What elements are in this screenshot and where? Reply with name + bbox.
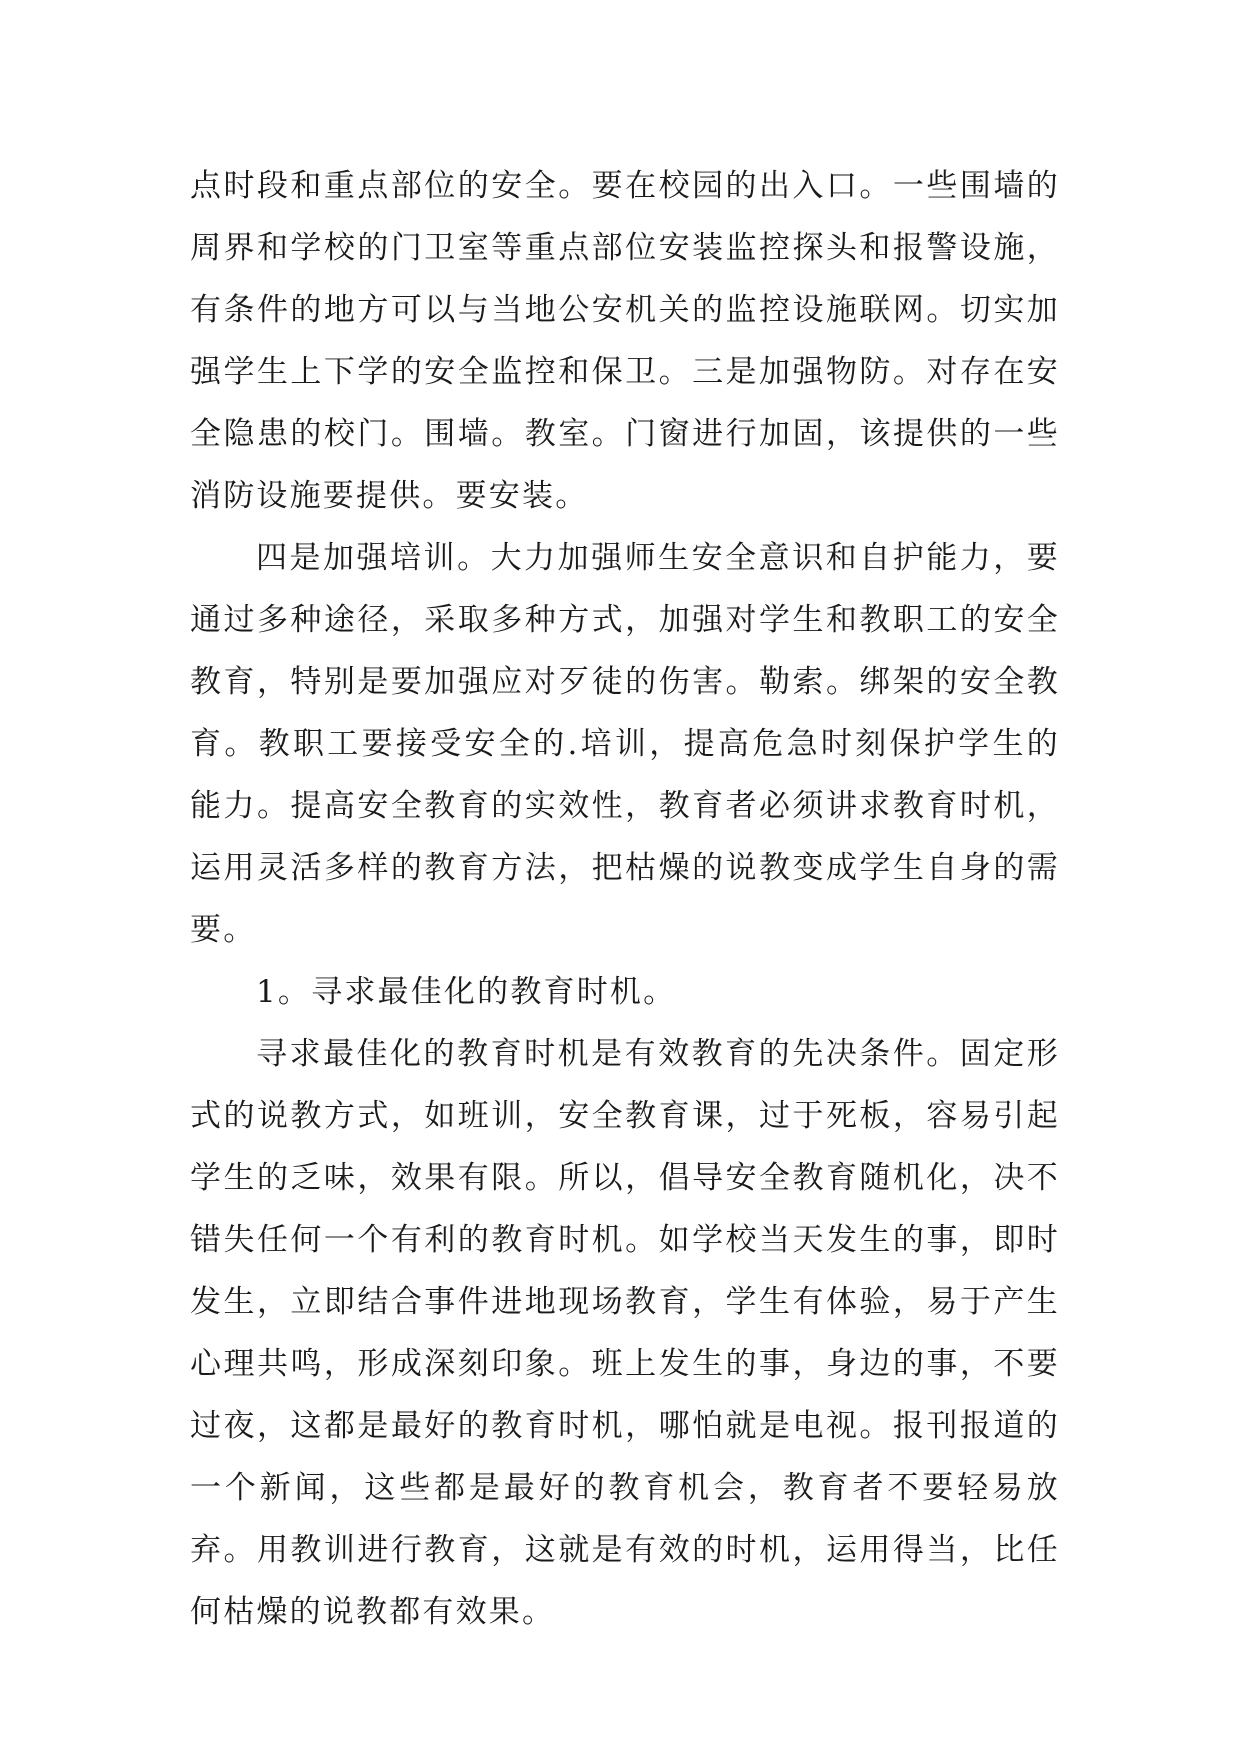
document-body bbox=[190, 155, 1060, 1643]
paragraph-training: 四是加强培训。大力加强师生安全意识和自护能力，要通过多种途径，采取多种方式，加强对学生和教职工的安全教育，特别是要加强应对歹徒的伤害。勒索。绑架的安全教育。教职工要接受安全的.培训，提高危急时刻保护学生的能力。提高安全教育的实效性，教育者必须讲求教育时机，运用灵活多样的教育方法，把枯燥的说教变成学生自身的需要。 bbox=[190, 540, 1060, 948]
paragraph-continuation: 点时段和重点部位的安全。要在校园的出入口。一些围墙的周界和学校的门卫室等重点部位安装监控探头和报警设施，有条件的地方可以与当地公安机关的监控设施联网。切实加强学生上下学的安全监控和保卫。三是加强物防。对存在安全隐患的校门。围墙。教室。门窗进行加固，该提供的一些消防设施要提供。要安装。 bbox=[190, 168, 1060, 514]
paragraph-heading-1: 1。寻求最佳化的教育时机。 bbox=[256, 974, 677, 1010]
paragraph-education-timing: 寻求最佳化的教育时机是有效教育的先决条件。固定形式的说教方式，如班训，安全教育课，过于死板，容易引起学生的乏味，效果有限。所以，倡导安全教育随机化，决不错失任何一个有利的教育时机。如学校当天发生的事，即时发生，立即结合事件进地现场教育，学生有体验，易于产生心理共鸣，形成深刻印象。班上发生的事，身边的事，不要过夜，这都是最好的教育时机，哪怕就是电视。报刊报道的一个新闻，这些都是最好的教育机会，教育者不要轻易放弃。用教训进行教育，这就是有效的时机，运用得当，比任何枯燥的说教都有效果。 bbox=[190, 1036, 1060, 1630]
